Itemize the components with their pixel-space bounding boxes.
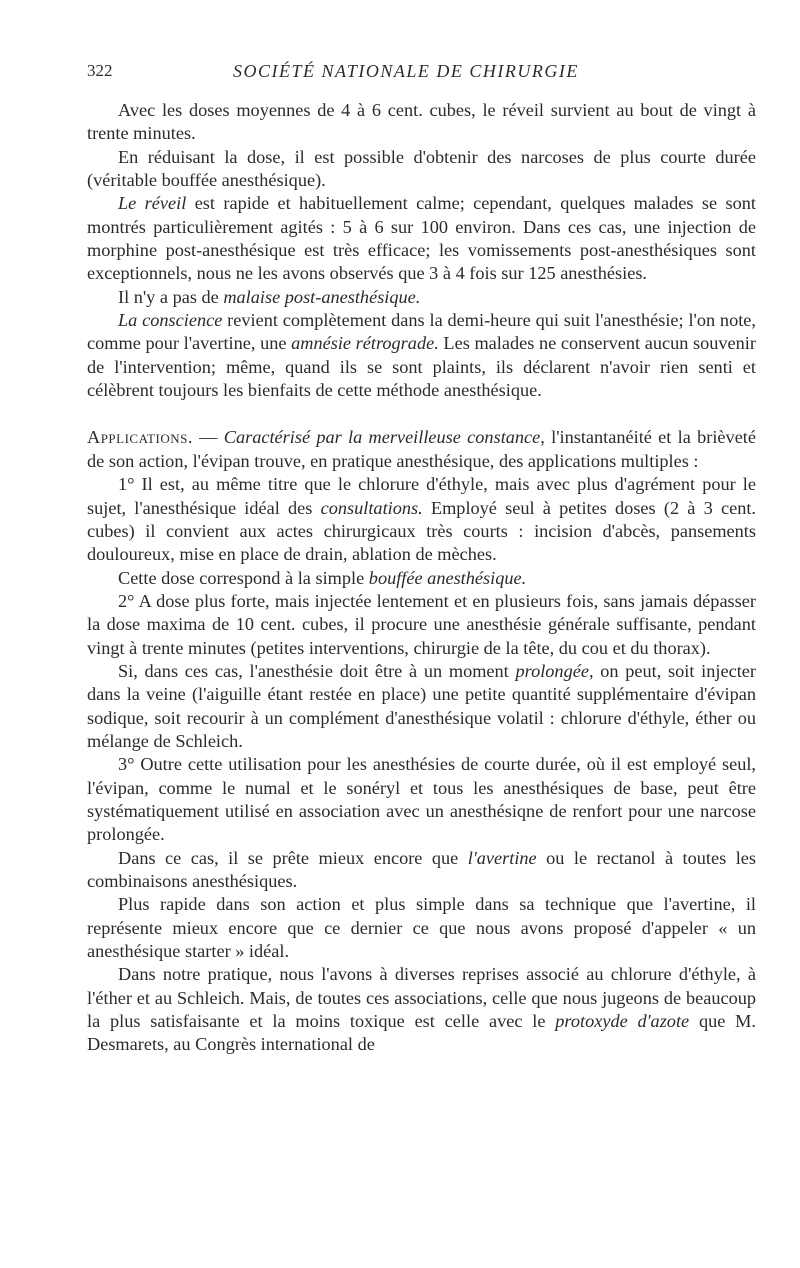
text-run: 2° A dose plus forte, mais injectée lentement et en plusieurs fois, sans jamais dépasser la dose maxima de 10 cent. cubes, il procure une anesthésie générale suffisante, pendant vingt à trente minutes (petites interventions, chirurgie de la tête, du cou et du thorax).	[87, 590, 756, 658]
paragraph-p1	[87, 99, 756, 146]
italic-text: amnésie rétrograde.	[291, 333, 439, 354]
text-run: Si, dans ces cas, l'anesthésie doit être à un moment	[118, 660, 516, 681]
paragraph-p14	[87, 963, 756, 1056]
text-run: Dans notre pratique, nous l'avons à diverses reprises associé au chlorure d'éthyle, à l'éther et au Schleich. Mais, de toutes ces associations, celle que nous jugeons de beaucoup la plus satisfaisante et la moins toxique est celle avec le	[87, 964, 756, 1032]
text-run: on peut, soit injecter dans la veine (l'aiguille étant restée en place) une petite quantité supplémentaire d'évipan sodique, soit recourir à un complément d'anesthésique volatil : chlorure d'éthyle, éther ou mélange de Schleich.	[87, 660, 756, 751]
paragraph-p11	[87, 753, 756, 846]
paragraph-p13	[87, 893, 756, 963]
paragraph-p7	[87, 473, 756, 566]
text-run: Dans ce cas, il se prête mieux encore que	[118, 847, 468, 868]
text-run: l'instantanéité et la brièveté de son action, l'évipan trouve, en pratique anesthésique, des applications multiples :	[87, 427, 756, 471]
paragraph-p10	[87, 660, 756, 753]
italic-text: Caractérisé par la merveilleuse constance,	[223, 427, 545, 448]
text-run: Plus rapide dans son action et plus simple dans sa technique que l'avertine, il représente mieux encore que ce dernier ce que nous avons proposé d'appeler « un anesthésique starter » idéal.	[87, 894, 756, 962]
italic-text: Le réveil	[118, 193, 187, 214]
italic-text: consultations.	[320, 497, 423, 518]
text-run: que M. Desmarets, au Congrès international de	[87, 1011, 756, 1055]
italic-text: l'avertine	[467, 847, 537, 868]
italic-text: La conscience	[118, 310, 223, 331]
text-run: —	[192, 427, 224, 448]
text-run: Il n'y a pas de	[118, 286, 224, 307]
paragraph-p5	[87, 309, 756, 402]
paragraph-p4	[87, 286, 756, 309]
text-run: Avec les doses moyennes de 4 à 6 cent. cubes, le réveil survient au bout de vingt à trente minutes.	[87, 100, 756, 144]
text-run: ou le rectanol à toutes les combinaisons anesthésiques.	[87, 847, 756, 891]
text-run: 1° Il est, au même titre que le chlorure d'éthyle, mais avec plus d'agrément pour le sujet, l'anesthésique idéal des	[87, 474, 756, 518]
paragraph-p8	[87, 567, 756, 590]
text-run: est rapide et habituellement calme; cependant, quelques malades se sont montrés particulièrement agités : 5 à 6 sur 100 environ. Dans ces cas, une injection de morphine post-anesthésique est très efficace; les vomissements post-anesthésiques sont exceptionnels, nous ne les avons observés que 3 à 4 fois sur 125 anesthésies.	[87, 193, 756, 284]
italic-text: bouffée anesthésique.	[368, 567, 527, 588]
paragraph-p6	[87, 426, 756, 473]
text-run: Cette dose correspond à la simple	[118, 567, 369, 588]
page-header	[87, 57, 756, 87]
paragraph-p3	[87, 192, 756, 285]
body-text	[87, 99, 756, 1057]
section-heading: Applications.	[87, 427, 193, 448]
italic-text: protoxyde d'azote	[555, 1011, 690, 1032]
paragraph-p12	[87, 847, 756, 894]
text-run: En réduisant la dose, il est possible d'obtenir des narcoses de plus courte durée (véritable bouffée anesthésique).	[87, 146, 756, 191]
text-run: 3° Outre cette utilisation pour les anesthésies de courte durée, où il est employé seul, l'évipan, comme le numal et le sonéryl et tous les anesthésiques de base, peut être systématiquement utilisé en association avec un anesthésiqne de renfort pour une narcose prolongée.	[87, 754, 756, 845]
paragraph-p2	[87, 146, 756, 193]
page-number: 322	[87, 61, 113, 80]
running-title: SOCIÉTÉ NATIONALE DE CHIRURGIE	[233, 61, 579, 81]
text-run: Employé seul à petites doses (2 à 3 cent. cubes) il convient aux actes chirurgicaux très courts : incision d'abcès, pansements douloureux, mise en place de drain, ablation de mèches.	[87, 497, 757, 565]
text-run: revient complètement dans la demi-heure qui suit l'anesthésie; l'on note, comme pour l'avertine, une	[87, 310, 756, 354]
italic-text: malaise post-anesthésique.	[223, 286, 421, 307]
text-run: Les malades ne conservent aucun souvenir de l'intervention; même, quand ils se sont plaints, ils déclarent n'avoir rien senti et célèbrent toujours les bienfaits de cette méthode anesthésique.	[87, 333, 756, 401]
italic-text: prolongée,	[515, 660, 594, 681]
paragraph-p9	[87, 590, 756, 660]
